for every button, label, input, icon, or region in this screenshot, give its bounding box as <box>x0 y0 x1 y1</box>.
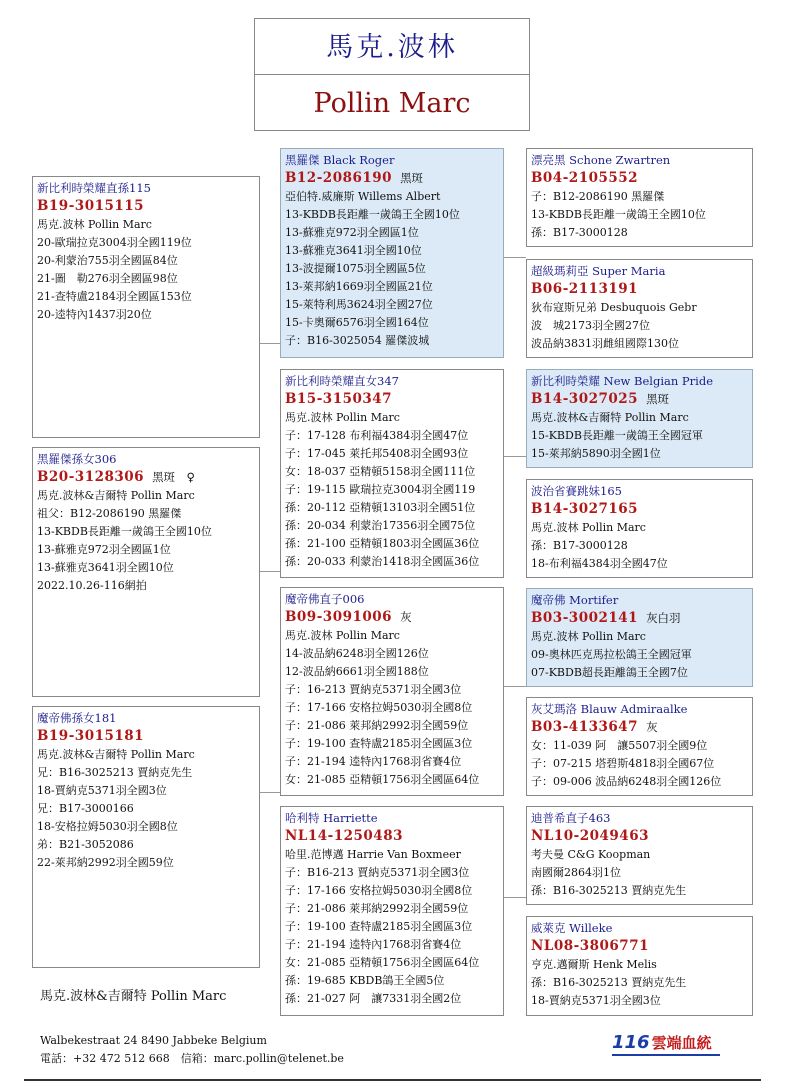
detail-line: 子：17-166 安格拉姆5030羽全國8位 <box>285 884 473 897</box>
connector-line <box>259 571 280 572</box>
pigeon-title: 新比利時榮耀 New Belgian Pride <box>531 374 713 388</box>
detail-line: 13-蘇雅克972羽全國區1位 <box>37 543 171 556</box>
detail-line: 馬克.波林&吉爾特 Pollin Marc <box>37 748 195 761</box>
detail-line: 18-賈納克5371羽全國3位 <box>37 784 167 797</box>
pigeon-title: 黑羅傑孫女306 <box>37 452 117 466</box>
address-line: Walbekestraat 24 8490 Jabbeke Belgium <box>40 1034 267 1047</box>
detail-line: 子：21-086 萊邦納2992羽全國59位 <box>285 719 469 732</box>
detail-line: 13-KBDB長距離一歲鴿王全國10位 <box>37 525 212 538</box>
pigeon-title: 灰艾瑪洛 Blauw Admiraalke <box>531 702 688 716</box>
detail-line: 15-萊特利馬3624羽全國27位 <box>285 298 433 311</box>
pigeon-title: 新比利時榮耀直孫115 <box>37 181 151 195</box>
detail-line: 女：21-085 亞精頓1756羽全國區64位 <box>285 773 480 786</box>
detail-line: 子：21-086 萊邦納2992羽全國59位 <box>285 902 469 915</box>
dam2-sire-pigeon-card <box>526 806 753 905</box>
detail-line: 18-賈納克5371羽全國3位 <box>531 994 661 1007</box>
detail-line: 13-KBDB長距離一歲鴿王全國10位 <box>531 208 706 221</box>
detail-line: 狄布寇斯兄弟 Desbuquois Gebr <box>531 301 697 314</box>
detail-line: 子：17-166 安格拉姆5030羽全國8位 <box>285 701 473 714</box>
ring-text: B06-2113191 <box>531 281 639 297</box>
detail-line: 20-利蒙治755羽全國區84位 <box>37 254 178 267</box>
detail-line: 子：21-194 逵特內1768羽省賽4位 <box>285 938 462 951</box>
detail-line: 孫：B16-3025213 賈納克先生 <box>531 976 687 989</box>
ring-number <box>531 937 748 956</box>
contact-line: 電話：+32 472 512 668 信箱：marc.pollin@telenet.be <box>40 1052 344 1065</box>
detail-line: 09-奧林匹克馬拉松鴿王全國冠軍 <box>531 648 692 661</box>
detail-line: 07-KBDB超長距離鴿王全國7位 <box>531 666 688 679</box>
owner-name-english: Pollin Marc <box>313 88 471 119</box>
pigeon-title: 新比利時榮耀直女347 <box>285 374 399 388</box>
detail-line: 13-萊邦納1669羽全國區21位 <box>285 280 433 293</box>
detail-line: 子：16-213 賈納克5371羽全國3位 <box>285 683 462 696</box>
detail-line: 21-圖 勒276羽全國區98位 <box>37 272 178 285</box>
detail-line: 孫：B17-3000128 <box>531 539 628 552</box>
detail-line: 20-歐瑞拉克3004羽全國119位 <box>37 236 192 249</box>
detail-line: 子：B12-2086190 黑羅傑 <box>531 190 665 203</box>
ring-number <box>285 169 499 188</box>
detail-line: 亨克.邁爾斯 Henk Melis <box>531 958 657 971</box>
pigeon-title: 哈利特 Harriette <box>285 811 378 825</box>
pigeon-title: 魔帝佛直子006 <box>285 592 365 606</box>
detail-line: 子：19-100 查特盧2185羽全國區3位 <box>285 737 473 750</box>
detail-line: 15-萊邦納5890羽全國1位 <box>531 447 661 460</box>
detail-line: 13-蘇雅克972羽全國區1位 <box>285 226 419 239</box>
dam1-sire-pigeon-card <box>526 369 753 468</box>
footer-contact <box>40 1032 344 1068</box>
detail-line: 孫：20-112 亞精頓13103羽全國51位 <box>285 501 476 514</box>
detail-line: 波 城2173羽全國27位 <box>531 319 650 332</box>
ring-text: B14-3027025 <box>531 391 639 407</box>
ring-number <box>285 827 499 846</box>
breeder-name: 馬克.波林&吉爾特 Pollin Marc <box>40 989 227 1004</box>
detail-line: 馬克.波林 Pollin Marc <box>285 411 400 424</box>
detail-line: 子：B16-3025054 羅傑波城 <box>285 334 430 347</box>
detail-line: 馬克.波林&吉爾特 Pollin Marc <box>37 489 195 502</box>
pigeon-title: 漂亮黑 Schone Zwartren <box>531 153 671 167</box>
ring-text: B12-2086190 <box>285 170 393 186</box>
detail-line: 子：19-100 查特盧2185羽全國區3位 <box>285 920 473 933</box>
detail-line: 孫：B16-3025213 賈納克先生 <box>531 884 687 897</box>
color-note: 黑斑 ♀ <box>152 470 195 484</box>
pigeon-title: 迪普希直子463 <box>531 811 611 825</box>
ring-number <box>37 197 255 216</box>
ring-text: B03-4133647 <box>531 719 639 735</box>
owner-header <box>254 18 530 131</box>
pigeon-title: 威萊克 Willeke <box>531 921 613 935</box>
detail-line: 14-波品納6248羽全國126位 <box>285 647 429 660</box>
sire2-dam-pigeon-card <box>526 697 753 796</box>
detail-line: 哈里.范博邁 Harrie Van Boxmeer <box>285 848 461 861</box>
detail-line: 子：17-045 萊托邦5408羽全國93位 <box>285 447 469 460</box>
sire2-sire-pigeon-card <box>526 588 753 687</box>
detail-line: 18-安格拉姆5030羽全國8位 <box>37 820 178 833</box>
ring-number <box>531 169 748 188</box>
connector-line <box>259 343 280 344</box>
color-note: 黑斑 <box>646 392 670 406</box>
detail-line: 孫：20-034 利蒙治17356羽全國75位 <box>285 519 476 532</box>
detail-line: 13-蘇雅克3641羽全國10位 <box>37 561 174 574</box>
detail-line: 13-波提爾1075羽全國區5位 <box>285 262 426 275</box>
detail-line: 兄：B17-3000166 <box>37 802 134 815</box>
ring-number <box>37 727 255 746</box>
detail-line: 子：07-215 塔碧斯4818羽全國67位 <box>531 757 715 770</box>
dam2-pigeon-card <box>280 806 504 1016</box>
ring-text: B14-3027165 <box>531 501 639 517</box>
ring-number <box>531 609 748 628</box>
ring-number <box>37 468 255 487</box>
detail-line: 女：21-085 亞精頓1756羽全國區64位 <box>285 956 480 969</box>
detail-line: 女：18-037 亞精頓5158羽全國111位 <box>285 465 476 478</box>
color-note: 灰 <box>646 720 658 734</box>
ring-number <box>531 827 748 846</box>
pigeon-title: 魔帝佛 Mortifer <box>531 593 619 607</box>
detail-line: 南國爾2864羽1位 <box>531 866 621 879</box>
detail-line: 22-萊邦納2992羽全國59位 <box>37 856 174 869</box>
ring-number <box>531 500 748 519</box>
ring-text: NL14-1250483 <box>285 828 403 844</box>
color-note: 黑斑 <box>400 171 424 185</box>
sire-sire-pigeon-card <box>526 148 753 247</box>
ring-text: B03-3002141 <box>531 610 639 626</box>
ring-text: B19-3015115 <box>37 198 145 214</box>
detail-line: 孫：B17-3000128 <box>531 226 628 239</box>
pigeon-title: 魔帝佛孫女181 <box>37 711 117 725</box>
color-note: 灰 <box>400 610 412 624</box>
dam2-dam-pigeon-card <box>526 916 753 1016</box>
logo-underline <box>612 1054 720 1056</box>
detail-line: 12-波品納6661羽全國188位 <box>285 665 429 678</box>
detail-line: 子：17-128 布利福4384羽全國47位 <box>285 429 469 442</box>
sire-pigeon-card <box>280 148 504 358</box>
dam1-pigeon-card <box>280 369 504 578</box>
detail-line: 13-蘇雅克3641羽全國10位 <box>285 244 422 257</box>
detail-line: 2022.10.26-116網拍 <box>37 579 147 592</box>
connector-line <box>259 792 280 793</box>
detail-line: 馬克.波林 Pollin Marc <box>531 630 646 643</box>
connector-line <box>503 686 526 687</box>
detail-line: 馬克.波林&吉爾特 Pollin Marc <box>531 411 689 424</box>
ring-text: B09-3091006 <box>285 609 393 625</box>
pigeon-title: 超級瑪莉亞 Super Maria <box>531 264 666 278</box>
ring-text: B15-3150347 <box>285 391 393 407</box>
ring-number <box>285 608 499 627</box>
color-note: 灰白羽 <box>646 611 681 625</box>
ring-text: B19-3015181 <box>37 728 145 744</box>
detail-line: 子：09-006 波品納6248羽全國126位 <box>531 775 722 788</box>
detail-line: 孫：21-100 亞精頓1803羽全國區36位 <box>285 537 480 550</box>
ring-number <box>285 390 499 409</box>
dam1-dam-pigeon-card <box>526 479 753 578</box>
detail-line: 亞伯特.威廉斯 Willems Albert <box>285 190 441 203</box>
owner-name-chinese: 馬克.波林 <box>255 19 529 75</box>
logo-text: 雲端血統 <box>651 1034 712 1052</box>
detail-line: 孫：20-033 利蒙治1418羽全國區36位 <box>285 555 480 568</box>
brand-logo <box>612 1032 712 1053</box>
detail-line: 13-KBDB長距離一歲鴿王全國10位 <box>285 208 460 221</box>
pigeon-title: 黑羅傑 Black Roger <box>285 153 395 167</box>
detail-line: 馬克.波林 Pollin Marc <box>531 521 646 534</box>
detail-line: 15-KBDB長距離一歲鴿王全國冠軍 <box>531 429 703 442</box>
detail-line: 子：B16-213 賈納克5371羽全國3位 <box>285 866 470 879</box>
bottom-rule <box>24 1079 761 1081</box>
detail-line: 子：19-115 歐瑞拉克3004羽全國119 <box>285 483 476 496</box>
detail-line: 15-卡奧爾6576羽全國164位 <box>285 316 429 329</box>
ring-text: NL08-3806771 <box>531 938 649 954</box>
detail-line: 祖父：B12-2086190 黑羅傑 <box>37 507 182 520</box>
detail-line: 孫：19-685 KBDB鴿王全國5位 <box>285 974 445 987</box>
detail-line: 弟：B21-3052086 <box>37 838 134 851</box>
connector-line <box>503 456 526 457</box>
detail-line: 18-布利福4384羽全國47位 <box>531 557 668 570</box>
sire2-pigeon-card <box>280 587 504 796</box>
ring-number <box>531 280 748 299</box>
connector-line <box>503 257 526 258</box>
ring-number <box>531 718 748 737</box>
subject-pigeon-card <box>32 176 260 438</box>
pigeon-title: 波治省賽跳妹165 <box>531 484 622 498</box>
ring-text: B04-2105552 <box>531 170 639 186</box>
detail-line: 孫：21-027 阿 讓7331羽全國2位 <box>285 992 462 1005</box>
logo-number: 116 <box>612 1032 650 1053</box>
grand-pigeon-card <box>32 447 260 697</box>
detail-line: 兄：B16-3025213 賈納克先生 <box>37 766 193 779</box>
detail-line: 子：21-194 逵特內1768羽省賽4位 <box>285 755 462 768</box>
detail-line: 21-查特盧2184羽全國區153位 <box>37 290 192 303</box>
detail-line: 女：11-039 阿 讓5507羽全國9位 <box>531 739 708 752</box>
detail-line: 20-逵特內1437羽20位 <box>37 308 152 321</box>
detail-line: 馬克.波林 Pollin Marc <box>285 629 400 642</box>
detail-line: 考夫曼 C&G Koopman <box>531 848 651 861</box>
dam-pigeon-card <box>32 706 260 968</box>
sire-dam-pigeon-card <box>526 259 753 358</box>
ring-text: B20-3128306 <box>37 469 145 485</box>
detail-line: 馬克.波林 Pollin Marc <box>37 218 152 231</box>
detail-line: 波品納3831羽雌組國際130位 <box>531 337 679 350</box>
connector-line <box>503 897 526 898</box>
ring-number <box>531 390 748 409</box>
ring-text: NL10-2049463 <box>531 828 649 844</box>
